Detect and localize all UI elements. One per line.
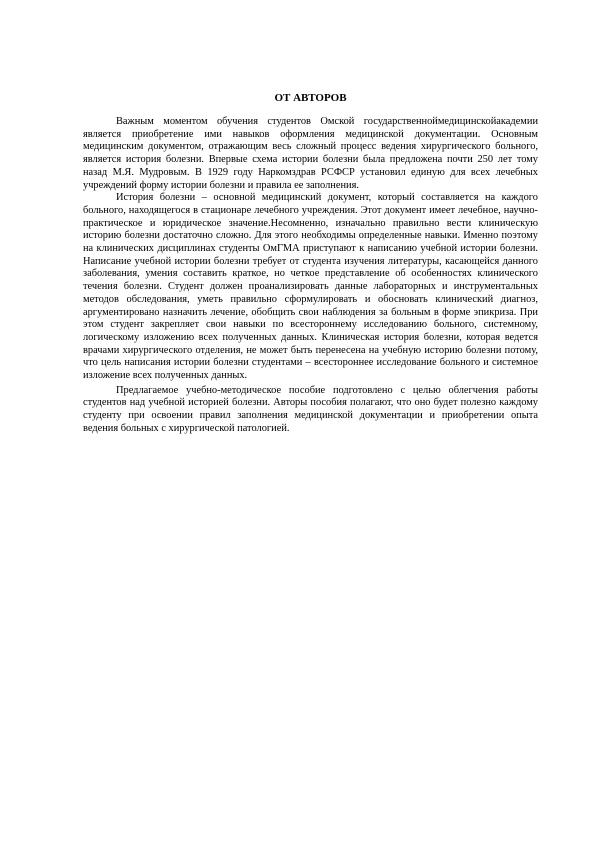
page-title: ОТ АВТОРОВ: [274, 92, 347, 104]
paragraph-history: История болезни – основной медицинский документ, который составляется на каждого больного, находящегося в стационаре лечебного учреждения. Этот документ имеет лечебное, научно-практическое и юридическое значение.Несомненно, изначально правильно вести клиническую историю болезни достаточно сложно. Для этого необходимы определенные навыки. Именно поэтому на клинических дисциплинах студенты ОмГМА приступают к написанию учебной истории болезни. Написание учебной истории болезни требует от студента изучения литературы, касающейся данного заболевания, умения составить краткое, но четкое представление об особенностях клинического течения болезни. Студент должен проанализировать данные лабораторных и инструментальных методов обследования, уметь правильно сформулировать и обосновать клинический диагноз, аргументировано назначить лечение, обобщить свои наблюдения за больным в форме эпикриза. При этом студент закрепляет свои навыки по всестороннему исследованию больного, системному, логическому изложению всех полученных данных. Клиническая история болезни, которая ведется врачами хирургического отделения, не может быть перенесена на учебную историю болезни потому, что цель написания истории болезни студентами – всестороннее исследование больного и системное изложение всех полученных данных.: [83, 192, 538, 382]
paragraph-intro: Важным моментом обучения студентов Омской государственноймедицинскойакадемии является приобретение ими навыков оформления медицинской документации. Основным медицинским документом, отражающим весь сложный процесс ведения хирургического больного, является история болезни. Впервые схема истории болезни была предложена почти 250 лет тому назад М.Я. Мудровым. В 1929 году Наркомздрав РСФСР установил единую для всех лечебных учреждений форму истории болезни и правила ее заполнения.: [83, 116, 538, 191]
paragraph-purpose: Предлагаемое учебно-методическое пособие подготовлено с целью облегчения работы студентов над учебной историей болезни. Авторы пособия полагают, что оно будет полезно каждому студенту при освоении правил заполнения медицинской документации и приобретении опыта ведения больных с хирургической патологией.: [83, 384, 538, 434]
